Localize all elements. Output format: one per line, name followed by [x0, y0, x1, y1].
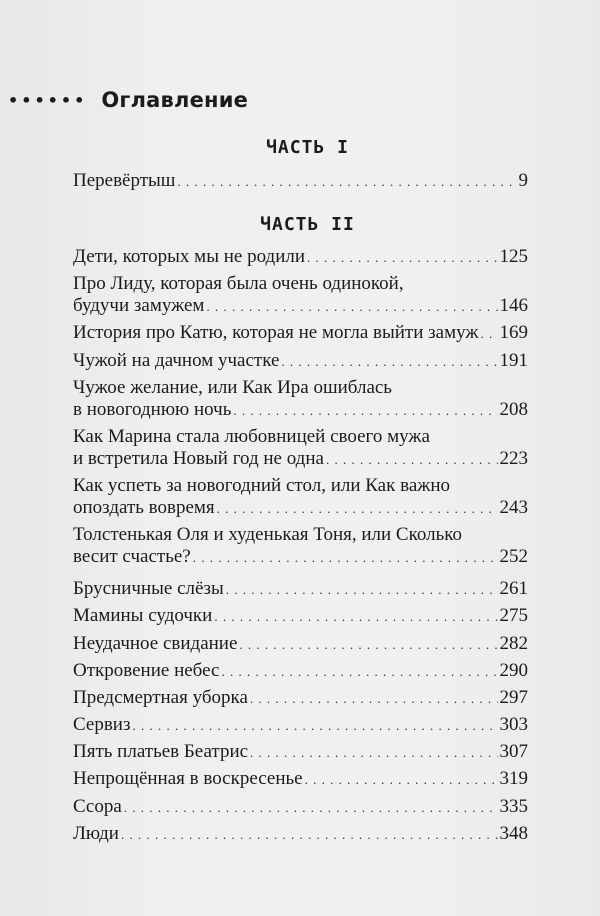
- dot-leader: [305, 768, 498, 791]
- dot-leader: [480, 322, 497, 345]
- page-number: 307: [499, 741, 528, 762]
- entry-title: История про Катю, которая не могла выйти замуж: [73, 322, 479, 343]
- page-number: 261: [499, 578, 528, 599]
- toc-entry[interactable]: [73, 741, 528, 764]
- dot-leader: [206, 295, 497, 318]
- toc-entry[interactable]: [73, 350, 528, 373]
- entry-title: Откровение небес: [73, 660, 220, 681]
- toc-entry[interactable]: [73, 605, 528, 628]
- part-heading-1: ЧАСТЬ I: [266, 137, 349, 158]
- page-number: 191: [499, 350, 528, 371]
- toc-entry[interactable]: [73, 768, 528, 791]
- part-heading-2: ЧАСТЬ II: [260, 214, 355, 235]
- toc-entry[interactable]: [73, 322, 528, 345]
- entry-title: Неудачное свидание: [73, 633, 238, 654]
- toc-entry[interactable]: [73, 660, 528, 683]
- dot-leader: [217, 497, 498, 520]
- toc-entry[interactable]: [73, 796, 528, 819]
- page-number: 223: [499, 448, 528, 469]
- toc-entry[interactable]: [73, 273, 528, 318]
- page-number: 335: [499, 796, 528, 817]
- dot-leader: [221, 660, 497, 683]
- page-number: 348: [499, 823, 528, 844]
- toc-entry[interactable]: [73, 475, 528, 520]
- dot-leader: [132, 714, 497, 737]
- entry-title: Дети, которых мы не родили: [73, 246, 306, 267]
- toc-entry[interactable]: [73, 578, 528, 601]
- toc-entry[interactable]: [73, 524, 528, 569]
- dot-leader: [214, 605, 497, 628]
- page-number: 319: [499, 768, 528, 789]
- entry-title: Брусничные слёзы: [73, 578, 224, 599]
- page-number: 275: [499, 605, 528, 626]
- dot-leader: [233, 399, 497, 422]
- decorative-dots: ••••••: [8, 90, 88, 110]
- toc-entry[interactable]: [73, 426, 528, 471]
- entry-title: и встретила Новый год не одна: [73, 448, 324, 469]
- page-number: 303: [499, 714, 528, 735]
- entry-title: в новогоднюю ночь: [73, 399, 232, 420]
- entry-title-line: Чужое желание, или Как Ира ошиблась: [73, 377, 392, 398]
- entry-title: Предсмертная уборка: [73, 687, 248, 708]
- toc-entry[interactable]: [73, 687, 528, 710]
- toc-entry[interactable]: [73, 377, 528, 422]
- page-number: 252: [499, 546, 528, 567]
- toc-entry[interactable]: [73, 170, 528, 193]
- toc-entry[interactable]: [73, 633, 528, 656]
- page-number: 290: [499, 660, 528, 681]
- page-number: 146: [499, 295, 528, 316]
- toc-entry[interactable]: [73, 246, 528, 269]
- entry-title-line: Толстенькая Оля и худенькая Тоня, или Сколько: [73, 524, 463, 545]
- dot-leader: [226, 578, 498, 601]
- entry-title: Сервиз: [73, 714, 131, 735]
- entry-title: Мамины судочки: [73, 605, 213, 626]
- toc-header: [8, 85, 248, 115]
- page-number: 243: [499, 497, 528, 518]
- page-title: Оглавление: [101, 88, 249, 112]
- dot-leader: [121, 823, 498, 846]
- entry-title-line: Как Марина стала любовницей своего мужа: [73, 426, 430, 447]
- dot-leader: [250, 741, 497, 764]
- toc-entry[interactable]: [73, 714, 528, 737]
- entry-title: Ссора: [73, 796, 122, 817]
- dot-leader: [124, 796, 498, 819]
- entry-title: весит счастье?: [73, 546, 191, 567]
- entry-title-line: Как успеть за новогодний стол, или Как важно: [73, 475, 451, 496]
- dot-leader: [307, 246, 497, 269]
- entry-title: Люди: [73, 823, 119, 844]
- entry-title: Непрощённая в воскресенье: [73, 768, 303, 789]
- page-number: 208: [499, 399, 528, 420]
- page-number: 9: [518, 170, 528, 191]
- dot-leader: [177, 170, 516, 193]
- page-number: 282: [499, 633, 528, 654]
- dot-leader: [250, 687, 498, 710]
- entry-title: Пять платьев Беатрис: [73, 741, 249, 762]
- dot-leader: [281, 350, 497, 373]
- entry-title: опоздать вовремя: [73, 497, 215, 518]
- entry-title: Перевёртыш: [73, 170, 176, 191]
- dot-leader: [326, 448, 498, 471]
- toc-entry[interactable]: [73, 823, 528, 846]
- entry-title-line: Про Лиду, которая была очень одинокой,: [73, 273, 404, 294]
- page-number: 125: [499, 246, 528, 267]
- page-number: 169: [499, 322, 528, 343]
- entry-title: будучи замужем: [73, 295, 205, 316]
- page-number: 297: [499, 687, 528, 708]
- dot-leader: [193, 546, 498, 569]
- entry-title: Чужой на дачном участке: [73, 350, 280, 371]
- dot-leader: [239, 633, 497, 656]
